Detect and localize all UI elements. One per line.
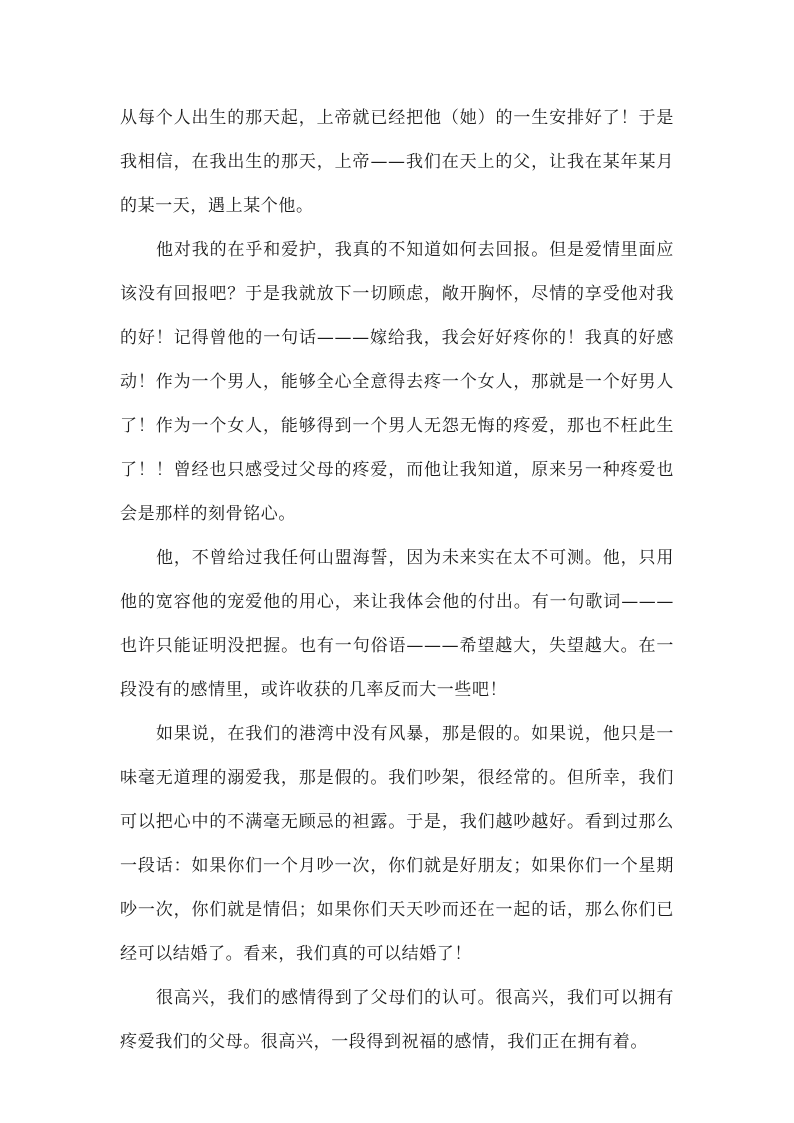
paragraph-1: 从每个人出生的那天起，上帝就已经把他（她）的一生安排好了！于是我相信，在我出生的那天，上帝——我们在天上的父，让我在某年某月的某一天，遇上某个他。 <box>120 108 674 216</box>
document-body <box>120 96 674 1064</box>
paragraph-3: 他，不曾给过我任何山盟海誓，因为未来实在太不可测。他，只用他的宽容他的宠爱他的用心，来让我体会他的付出。有一句歌词———也许只能证明没把握。也有一句俗语———希望越大，失望越大。在一段没有的感情里，或许收获的几率反而大一些吧！ <box>120 548 674 700</box>
paragraph-2: 他对我的在乎和爱护，我真的不知道如何去回报。但是爱情里面应该没有回报吧？于是我就放下一切顾虑，敞开胸怀，尽情的享受他对我的好！记得曾他的一句话———嫁给我，我会好好疼你的！我真的好感动！作为一个男人，能够全心全意得去疼一个女人，那就是一个好男人了！作为一个女人，能够得到一个男人无怨无悔的疼爱，那也不枉此生了！！曾经也只感受过父母的疼爱，而他让我知道，原来另一种疼爱也会是那样的刻骨铭心。 <box>120 240 674 524</box>
paragraph-5: 很高兴，我们的感情得到了父母们的认可。很高兴，我们可以拥有疼爱我们的父母。很高兴，一段得到祝福的感情，我们正在拥有着。 <box>120 988 674 1052</box>
paragraph-4: 如果说，在我们的港湾中没有风暴，那是假的。如果说，他只是一味毫无道理的溺爱我，那是假的。我们吵架，很经常的。但所幸，我们可以把心中的不满毫无顾忌的袒露。于是，我们越吵越好。看到过那么一段话：如果你们一个月吵一次，你们就是好朋友；如果你们一个星期吵一次，你们就是情侣；如果你们天天吵而还在一起的话，那么你们已经可以结婚了。看来，我们真的可以结婚了！ <box>120 724 674 964</box>
